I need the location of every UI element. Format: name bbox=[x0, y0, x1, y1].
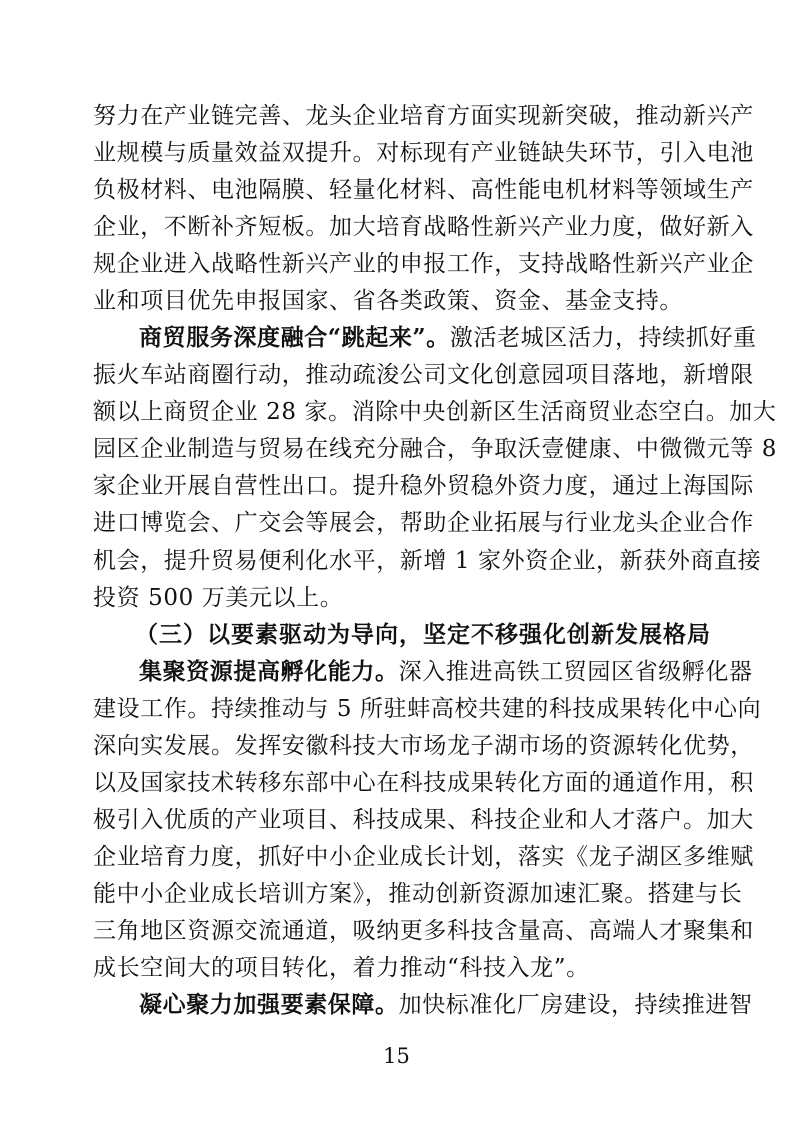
paragraph-text: 深入推进高铁工贸园区省级孵化器 bbox=[398, 659, 753, 685]
paragraph-text: 激活老城区活力，持续抓好重 bbox=[449, 325, 757, 351]
paragraph-lead: 凝心聚力加强要素保障。 bbox=[139, 991, 399, 1018]
paragraph-first-line bbox=[93, 657, 751, 687]
section-heading: （三）以要素驱动为导向，坚定不移强化创新发展格局 bbox=[135, 621, 711, 648]
text-line: 额以上商贸企业 28 家。消除中央创新区生活商贸业态空白。加大 bbox=[93, 399, 777, 425]
text-line: 机会，提升贸易便利化水平，新增 1 家外资企业，新获外商直接 bbox=[93, 548, 762, 574]
text-line: 业和项目优先申报国家、省各类政策、资金、基金支持。 bbox=[93, 288, 683, 314]
paragraph-first-line bbox=[93, 990, 751, 1020]
text-line: 企业培育力度，抓好中小企业成长计划，落实《龙子湖区多维赋 bbox=[93, 844, 754, 870]
text-line: 建设工作。持续推动与 5 所驻蚌高校共建的科技成果转化中心向 bbox=[93, 696, 762, 722]
paragraph-lead: 集聚资源提高孵化能力。 bbox=[139, 658, 399, 685]
paragraph-lead: 商贸服务深度融合“跳起来”。 bbox=[139, 324, 450, 351]
text-line: 规企业进入战略性新兴产业的申报工作，支持战略性新兴产业企 bbox=[93, 251, 754, 277]
text-line: 家企业开展自营性出口。提升稳外贸稳外资力度，通过上海国际 bbox=[93, 473, 754, 499]
text-line: 负极材料、电池隔膜、轻量化材料、高性能电机材料等领域生产 bbox=[93, 177, 754, 203]
text-line: 成长空间大的项目转化，着力推动“科技入龙”。 bbox=[93, 955, 590, 981]
text-line: 园区企业制造与贸易在线充分融合，争取沃壹健康、中微微元等 8 bbox=[93, 436, 777, 462]
text-line: 企业，不断补齐短板。加大培育战略性新兴产业力度，做好新入 bbox=[93, 214, 754, 240]
text-line: 三角地区资源交流通道，吸纳更多科技含量高、高端人才聚集和 bbox=[93, 918, 754, 944]
text-line: 业规模与质量效益双提升。对标现有产业链缺失环节，引入电池 bbox=[93, 140, 754, 166]
page-number: 15 bbox=[383, 1044, 410, 1068]
text-line: 振火车站商圈行动，推动疏浚公司文化创意园项目落地，新增限 bbox=[93, 362, 754, 388]
text-line: 极引入优质的产业项目、科技成果、科技企业和人才落户。加大 bbox=[93, 807, 754, 833]
text-line: 能中小企业成长培训方案》，推动创新资源加速汇聚。搭建与长 bbox=[93, 881, 743, 907]
text-line: 努力在产业链完善、龙头企业培育方面实现新突破，推动新兴产 bbox=[93, 103, 754, 129]
paragraph-first-line bbox=[93, 323, 757, 353]
text-line: 进口博览会、广交会等展会，帮助企业拓展与行业龙头企业合作 bbox=[93, 510, 754, 536]
paragraph-text: 加快标准化厂房建设，持续推进智 bbox=[398, 992, 753, 1018]
text-line: 以及国家技术转移东部中心在科技成果转化方面的通道作用，积 bbox=[93, 770, 754, 796]
text-line: 深向实发展。发挥安徽科技大市场龙子湖市场的资源转化优势， bbox=[93, 733, 754, 759]
text-line: 投资 500 万美元以上。 bbox=[93, 585, 344, 611]
